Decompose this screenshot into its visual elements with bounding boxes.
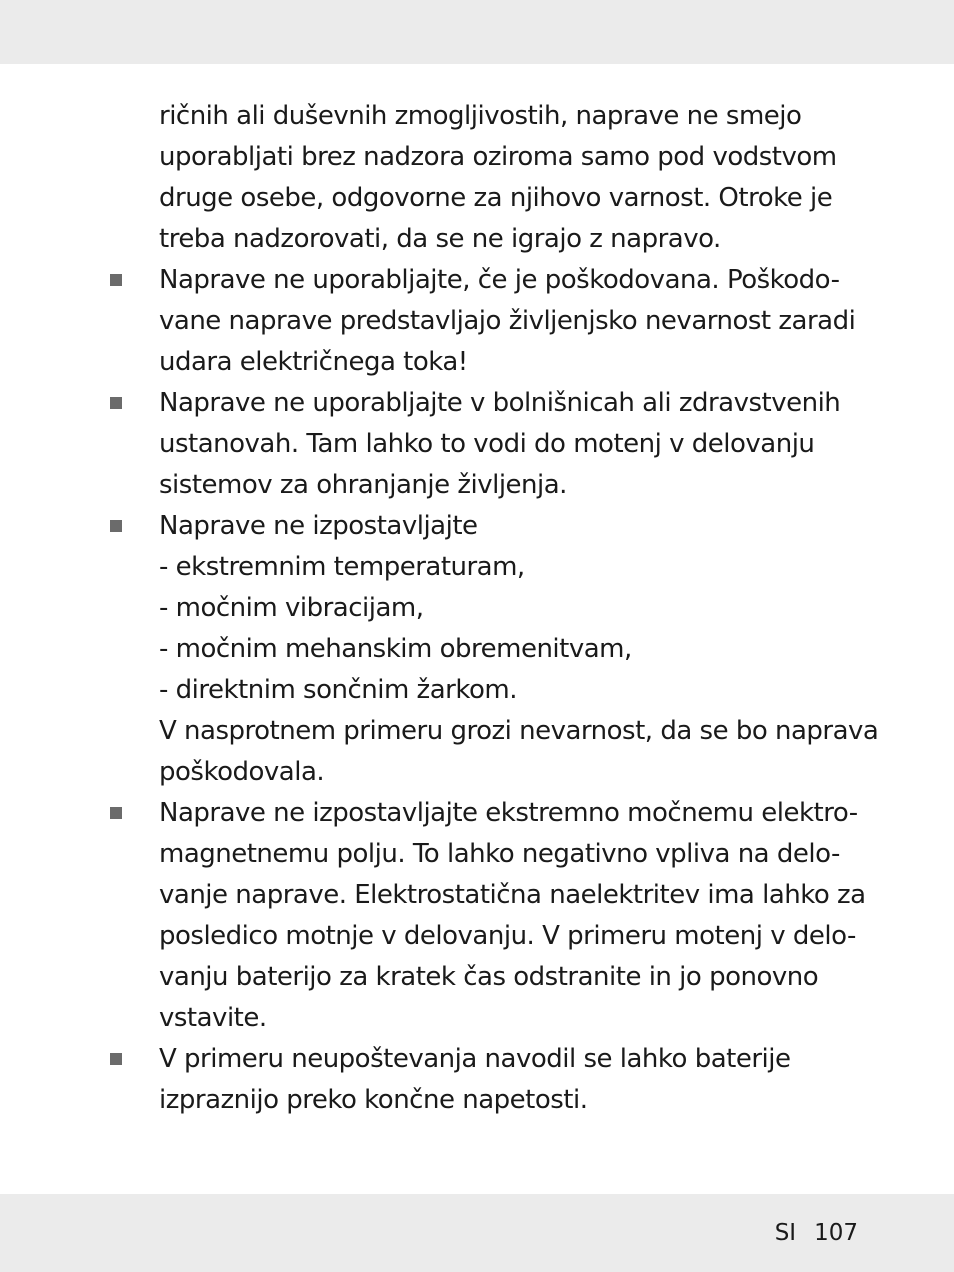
list-item bbox=[0, 260, 879, 383]
continuation-paragraph bbox=[0, 96, 879, 260]
list-item bbox=[0, 383, 879, 506]
text-line: izpraznijo preko končne napetosti. bbox=[159, 1085, 588, 1115]
safety-text bbox=[0, 96, 954, 1121]
page-number: 107 bbox=[814, 1220, 858, 1246]
list-item bbox=[0, 793, 879, 1039]
text-line: ričnih ali duševnih zmogljivostih, naprave ne smejo bbox=[159, 101, 802, 131]
text-line: poškodovala. bbox=[159, 757, 325, 787]
text-line: udara električnega toka! bbox=[159, 347, 468, 377]
text-line: vanje naprave. Elektrostatična naelektritev ima lahko za bbox=[159, 880, 866, 910]
text-line: Naprave ne izpostavljajte ekstremno močnemu elektro- bbox=[159, 798, 858, 828]
text-line: - direktnim sončnim žarkom. bbox=[159, 675, 517, 705]
text-line: magnetnemu polju. To lahko negativno vpliva na delo- bbox=[159, 839, 840, 869]
text-line: Naprave ne uporabljajte, če je poškodovana. Poškodo- bbox=[159, 265, 840, 295]
text-line: - močnim vibracijam, bbox=[159, 593, 424, 623]
text-line: vanju baterijo za kratek čas odstranite in jo ponovno bbox=[159, 962, 819, 992]
square-bullet-icon bbox=[110, 397, 122, 409]
text-line: sistemov za ohranjanje življenja. bbox=[159, 470, 567, 500]
square-bullet-icon bbox=[110, 274, 122, 286]
text-line: treba nadzorovati, da se ne igrajo z napravo. bbox=[159, 224, 721, 254]
header-band bbox=[0, 0, 954, 64]
square-bullet-icon bbox=[110, 807, 122, 819]
text-line: uporabljati brez nadzora oziroma samo pod vodstvom bbox=[159, 142, 837, 172]
list-item bbox=[0, 506, 879, 793]
text-line: vstavite. bbox=[159, 1003, 267, 1033]
language-code: SI bbox=[774, 1220, 797, 1246]
text-line: Naprave ne uporabljajte v bolnišnicah ali zdravstvenih bbox=[159, 388, 841, 418]
square-bullet-icon bbox=[110, 520, 122, 532]
page-footer bbox=[775, 1218, 858, 1248]
text-line: ustanovah. Tam lahko to vodi do motenj v delovanju bbox=[159, 429, 815, 459]
text-line: Naprave ne izpostavljajte bbox=[159, 511, 478, 541]
text-line: V primeru neupoštevanja navodil se lahko baterije bbox=[159, 1044, 791, 1074]
text-line: vane naprave predstavljajo življenjsko nevarnost zaradi bbox=[159, 306, 856, 336]
text-line: - ekstremnim temperaturam, bbox=[159, 552, 525, 582]
square-bullet-icon bbox=[110, 1053, 122, 1065]
text-line: - močnim mehanskim obremenitvam, bbox=[159, 634, 632, 664]
list-item bbox=[0, 1039, 879, 1121]
text-line: V nasprotnem primeru grozi nevarnost, da se bo naprava bbox=[159, 716, 879, 746]
text-line: posledico motnje v delovanju. V primeru motenj v delo- bbox=[159, 921, 856, 951]
text-line: druge osebe, odgovorne za njihovo varnost. Otroke je bbox=[159, 183, 833, 213]
